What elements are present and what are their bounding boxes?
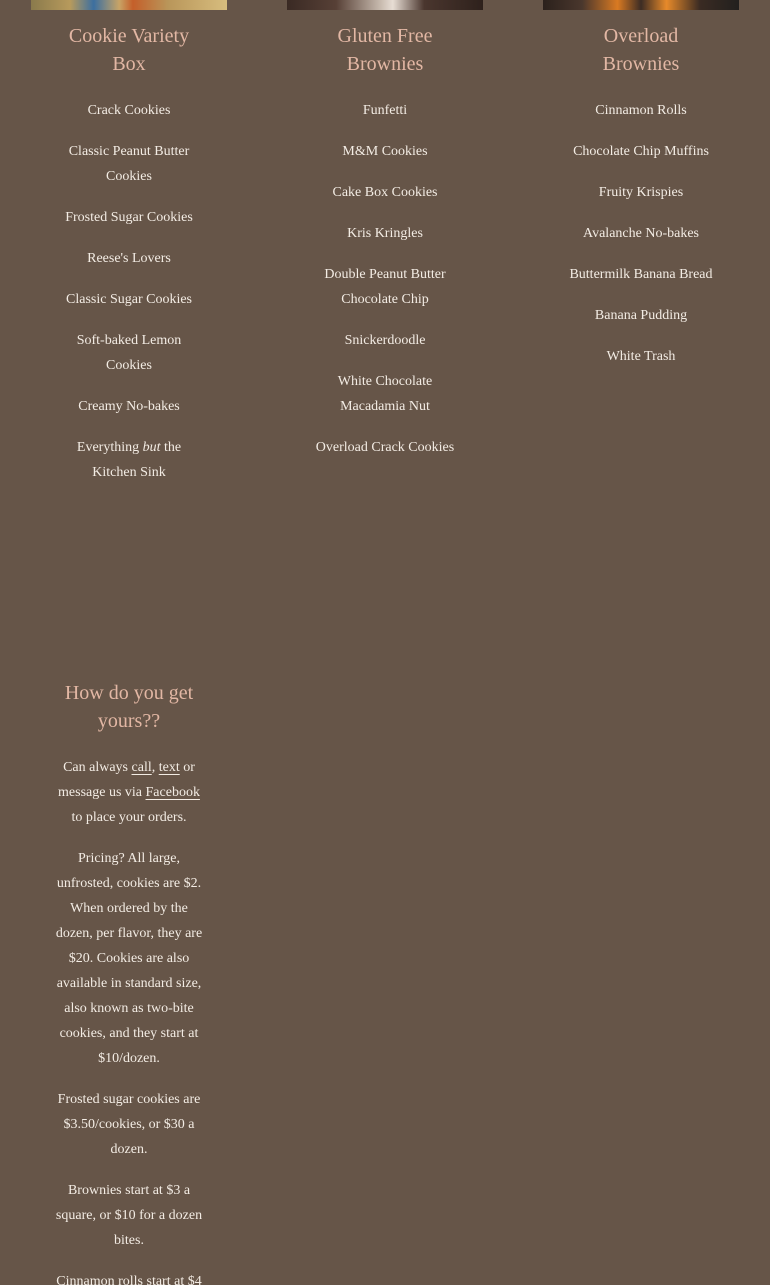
menu-item: Classic Peanut Butter Cookies bbox=[68, 144, 190, 184]
gluten-free-brownies-image bbox=[287, 0, 483, 10]
cookie-variety-box-image bbox=[31, 0, 227, 10]
menu-item-text: the Kitchen Sink bbox=[92, 440, 182, 480]
menu-item-emphasis: but bbox=[142, 440, 161, 455]
brownie-pricing-info: Brownies start at $3 a square, or $10 for a dozen bites. bbox=[55, 1183, 203, 1248]
call-link[interactable]: call bbox=[131, 760, 152, 775]
facebook-link[interactable]: Facebook bbox=[145, 785, 200, 800]
menu-column-gluten-free-brownies bbox=[287, 22, 483, 476]
menu-item: Kris Kringles bbox=[347, 226, 423, 241]
menu-item: Cake Box Cookies bbox=[332, 185, 438, 200]
contact-info bbox=[55, 755, 203, 830]
menu-item: Double Peanut Butter Chocolate Chip bbox=[324, 267, 446, 307]
menu-item: Fruity Krispies bbox=[598, 185, 684, 200]
menu-item: Soft-baked Lemon Cookies bbox=[76, 333, 182, 373]
menu-item: Buttermilk Banana Bread bbox=[569, 267, 713, 282]
contact-text: or message us via bbox=[58, 760, 195, 800]
menu-item: White Trash bbox=[606, 349, 676, 364]
overload-brownies-image bbox=[543, 0, 739, 10]
contact-text: to place your orders. bbox=[71, 810, 187, 825]
menu-item: Chocolate Chip Muffins bbox=[573, 144, 709, 159]
menu-item-kitchen-sink bbox=[54, 435, 204, 485]
pricing-info: Pricing? All large, unfrosted, cookies are $2. When ordered by the dozen, per flavor, they are $20. Cookies are also available in standard size, also known as two-bite cookies, and they start at $10/dozen. bbox=[55, 851, 203, 1066]
column-title: Gluten Free Brownies bbox=[337, 25, 433, 75]
menu-item-text: Everything bbox=[76, 440, 143, 455]
cinnamon-roll-pricing-info: Cinnamon rolls start at $4 bbox=[56, 1274, 202, 1285]
menu-item: White Chocolate Macadamia Nut bbox=[337, 374, 433, 414]
ordering-info-section bbox=[31, 679, 227, 1285]
column-title: Cookie Variety Box bbox=[68, 25, 190, 75]
menu-item: Creamy No-bakes bbox=[78, 399, 180, 414]
menu-item: Funfetti bbox=[362, 103, 408, 118]
column-title: Overload Brownies bbox=[602, 25, 680, 75]
menu-item: Cinnamon Rolls bbox=[595, 103, 687, 118]
contact-text: , bbox=[151, 760, 159, 775]
ordering-title: How do you get yours?? bbox=[64, 682, 194, 732]
menu-item: Reese's Lovers bbox=[87, 251, 171, 266]
menu-column-overload-brownies bbox=[543, 22, 739, 385]
text-link[interactable]: text bbox=[158, 760, 180, 775]
menu-item: Snickerdoodle bbox=[344, 333, 426, 348]
menu-column-cookie-variety-box bbox=[31, 22, 227, 501]
contact-text: Can always bbox=[63, 760, 132, 775]
menu-item: M&M Cookies bbox=[342, 144, 428, 159]
menu-item: Frosted Sugar Cookies bbox=[65, 210, 193, 225]
menu-item: Banana Pudding bbox=[594, 308, 688, 323]
frosted-pricing-info: Frosted sugar cookies are $3.50/cookies, or $30 a dozen. bbox=[57, 1092, 201, 1157]
menu-item: Avalanche No-bakes bbox=[583, 226, 699, 241]
menu-item: Crack Cookies bbox=[87, 103, 171, 118]
menu-item: Classic Sugar Cookies bbox=[66, 292, 192, 307]
menu-item: Overload Crack Cookies bbox=[315, 440, 455, 455]
